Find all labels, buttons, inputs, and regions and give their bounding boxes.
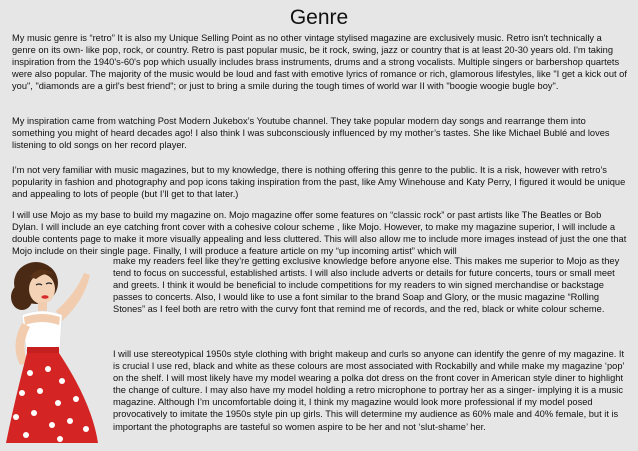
paragraph-genre: My music genre is “retro” It is also my Unique Selling Point as no other vintage stylised magazine are exclusively music. Retro isn't technically a genre on its own- like pop, rock, or country. Retro is past popular music, be it rock, swing, jazz or country that is at least 20-30 years old. I'm taking inspiration from the 1940's-60's pop which usually includes brass instruments, drums and a strong vocalists. Multiple singers or barbershop quartets were also popular. The majority of the music would be loud and fast with emotive lyrics of romance or rich, glamorous lifestyles, like "I get a kick out of you", "diamonds are a girl's best friend"; or just to bring a smile during the tough times of world war II with "boogie woogie bugle boy".: [12, 33, 627, 92]
pinup-girl-illustration-icon: [0, 253, 112, 451]
paragraph-market: I’m not very familiar with music magazines, but to my knowledge, there is nothing offering this genre to the public. It is a risk, however with retro’s popularity in fashion and photography and pop icons taking inspiration from the past, like Amy Winehouse and Katy Perry, I figured it would be unique and appealing to lots of people (but I’ll get to that later.): [12, 165, 626, 200]
paragraph-mojo-continued: make my readers feel like they’re getting exclusive knowledge before anyone else. This makes me superior to Mojo as they tend to focus on successful, established artists. I will also include adverts or details for future concerts, tours or small meet and greets. I think it would be beneficial to include competitions for my readers to win signed merchandise or backstage passes to concerts. Also, I would like to use a font similar to the brand Soap and Glory, or the music magazine “Rolling Stones” as I feel both are retro with the curvy font that remind me of records, and the red, black or white colour scheme.: [113, 256, 620, 315]
paragraph-inspiration: My inspiration came from watching Post Modern Jukebox’s Youtube channel. They take popular modern day songs and rearrange them into something you might of heard decades ago! I also think I was subconsciously influenced by my mother’s tastes. She like Michael Bublé and loves listening to old songs on her record player.: [12, 116, 610, 151]
paragraph-styling: I will use stereotypical 1950s style clothing with bright makeup and curls so anyone can identify the genre of my magazine. It is crucial I use red, black and white as these colours are most associated with Rockabilly and while make my magazine ‘pop’ on the shelf. I will most likely have my model wearing a polka dot dress on the front cover in American style diner to highlight the change of culture. I may also have my model holding a retro microphone to portray her as a singer- implying it is a music magazine. Although I’m uncomfortable doing it, I think my magazine would look more professional if my model posed provocatively to imitate the 1950s style pin up girls. This will determine my audience as 60% male and 40% female, but it is important the photographs are tasteful so women aspire to be her and not ‘slut-shame’ her.: [113, 349, 625, 432]
page-title: Genre: [289, 6, 349, 29]
paragraph-mojo: I will use Mojo as my base to build my magazine on. Mojo magazine offer some features on “classic rock” or past artists like The Beatles or Bob Dylan. I will include an eye catching front cover with a cohesive colour scheme , like Mojo. However, to make my magazine superior, I will include a double contents page to make it more visually appealing and less cluttered. This will also allow me to include more images instead of just the one that Mojo include on their single page. Finally, I will produce a feature article on my “up incoming artist” which will: [12, 210, 627, 257]
